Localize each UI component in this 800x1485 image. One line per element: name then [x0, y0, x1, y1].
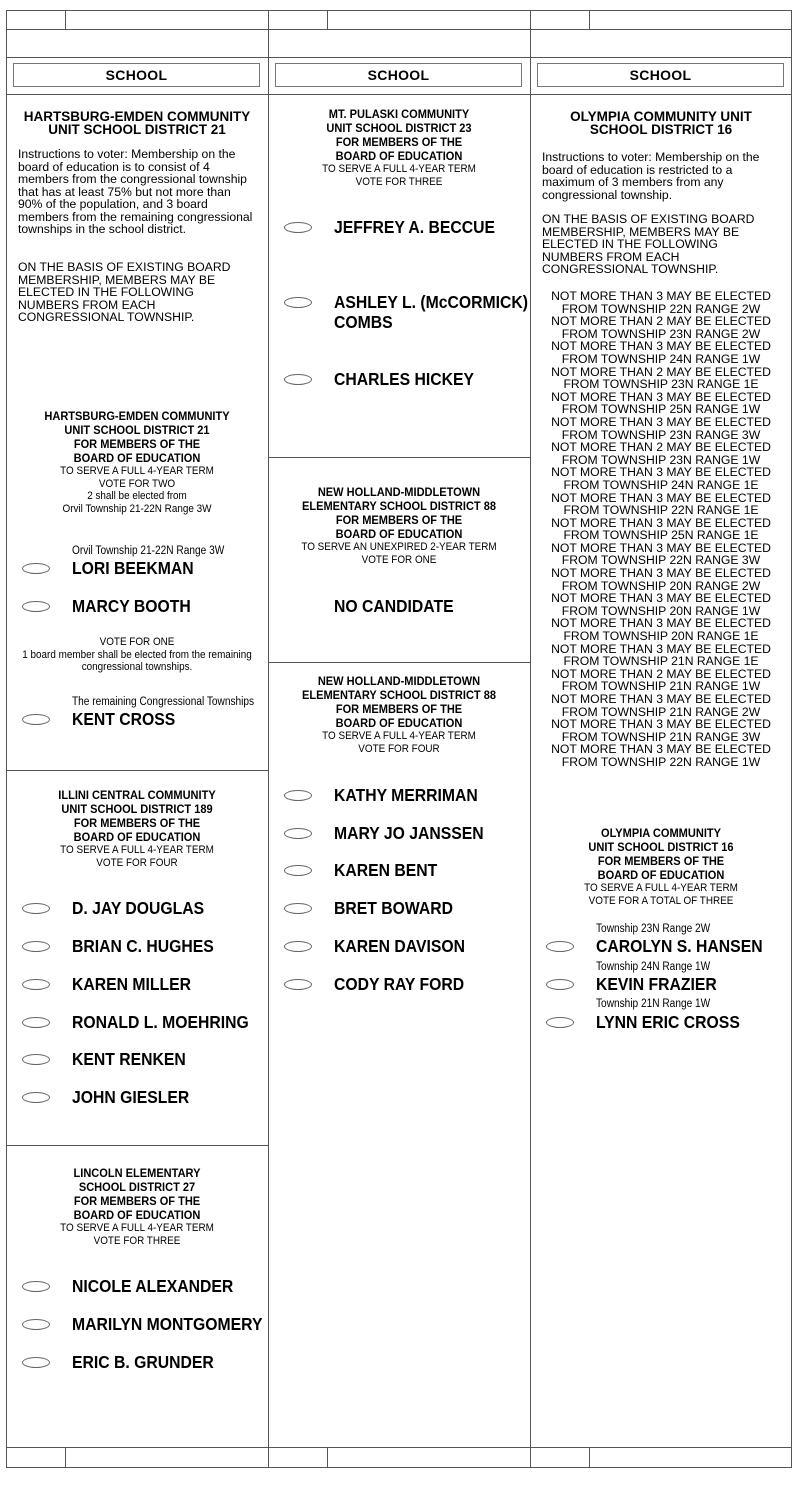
- column-header: SCHOOL: [537, 63, 784, 87]
- township-limit-line: FROM TOWNSHIP 22N RANGE 3W: [561, 553, 761, 568]
- township-label: Township 23N Range 2W: [596, 923, 711, 935]
- candidate-name: KENT CROSS: [72, 709, 176, 729]
- contest-instructions: TO SERVE A FULL 4-YEAR TERM VOTE FOR FOUR: [60, 844, 214, 869]
- basis-note: ON THE BASIS OF EXISTING BOARD MEMBERSHIP, MEMBERS MAY BE ELECTED IN THE FOLLOWING NUMBERS FROM EACH CONGRESSIONAL TOWNSHIP.: [18, 260, 231, 324]
- vote-oval[interactable]: [284, 374, 312, 385]
- divider: [65, 1447, 66, 1468]
- contest-title: NEW HOLLAND-MIDDLETOWN ELEMENTARY SCHOOL DISTRICT 88 FOR MEMBERS OF THE BOARD OF EDUCATION: [301, 674, 497, 730]
- candidate-name: LORI BEEKMAN: [72, 558, 194, 578]
- township-limit-line: FROM TOWNSHIP 22N RANGE 1W: [561, 754, 761, 769]
- township-limit-line: FROM TOWNSHIP 21N RANGE 2W: [561, 704, 761, 719]
- divider: [65, 10, 66, 29]
- township-limit-line: NOT MORE THAN 3 MAY BE ELECTED: [551, 540, 771, 555]
- candidate-name: KATHY MERRIMAN: [334, 785, 478, 805]
- no-candidate-label: NO CANDIDATE: [334, 596, 454, 616]
- township-label: Orvil Township 21-22N Range 3W: [72, 545, 225, 557]
- divider: [6, 57, 792, 58]
- candidate-name: KEVIN FRAZIER: [596, 974, 717, 994]
- contest-title: LINCOLN ELEMENTARY SCHOOL DISTRICT 27 FOR MEMBERS OF THE BOARD OF EDUCATION: [73, 1166, 201, 1222]
- candidate-name: BRET BOWARD: [334, 898, 453, 918]
- township-label: The remaining Congressional Townships: [72, 696, 255, 708]
- township-limit-line: FROM TOWNSHIP 20N RANGE 1E: [563, 629, 759, 644]
- vote-oval[interactable]: [22, 941, 50, 952]
- column-divider: [268, 10, 269, 1468]
- contest-title: OLYMPIA COMMUNITY UNIT SCHOOL DISTRICT 16 FOR MEMBERS OF THE BOARD OF EDUCATION: [588, 826, 734, 882]
- contest-separator: [6, 1145, 268, 1146]
- contest-title: MT. PULASKI COMMUNITY UNIT SCHOOL DISTRICT 23 FOR MEMBERS OF THE BOARD OF EDUCATION: [326, 107, 472, 163]
- candidate-name: CAROLYN S. HANSEN: [596, 936, 763, 956]
- township-limit-line: FROM TOWNSHIP 25N RANGE 1W: [561, 402, 761, 417]
- divider: [327, 10, 328, 29]
- vote-oval[interactable]: [284, 790, 312, 801]
- candidate-name: JEFFREY A. BECCUE: [334, 217, 496, 237]
- candidate-name-cont: COMBS: [334, 312, 393, 332]
- township-limit-line: FROM TOWNSHIP 21N RANGE 3W: [561, 729, 761, 744]
- candidate-name: KENT RENKEN: [72, 1049, 186, 1069]
- candidate-name: MARCY BOOTH: [72, 596, 191, 616]
- township-limit-line: FROM TOWNSHIP 20N RANGE 2W: [561, 578, 761, 593]
- candidate-name: RONALD L. MOEHRING: [72, 1012, 249, 1032]
- township-label: Township 24N Range 1W: [596, 961, 711, 973]
- column-header: SCHOOL: [275, 63, 522, 87]
- contest-instructions: TO SERVE A FULL 4-YEAR TERM VOTE FOR THREE: [322, 163, 476, 188]
- candidate-name: ASHLEY L. (McCORMICK): [334, 292, 528, 312]
- column-header: SCHOOL: [13, 63, 260, 87]
- vote-oval[interactable]: [22, 714, 50, 725]
- vote-oval[interactable]: [22, 601, 50, 612]
- vote-oval[interactable]: [22, 1319, 50, 1330]
- vote-oval[interactable]: [546, 979, 574, 990]
- vote-oval[interactable]: [284, 903, 312, 914]
- township-limit-line: NOT MORE THAN 3 MAY BE ELECTED: [551, 414, 771, 429]
- contest-title: HARTSBURG-EMDEN COMMUNITY UNIT SCHOOL DISTRICT 21 FOR MEMBERS OF THE BOARD OF EDUCATION: [44, 409, 230, 465]
- vote-oval[interactable]: [546, 941, 574, 952]
- vote-oval[interactable]: [284, 828, 312, 839]
- column-divider: [530, 10, 531, 1468]
- divider: [6, 94, 792, 95]
- township-limit-line: NOT MORE THAN 3 MAY BE ELECTED: [551, 465, 771, 480]
- township-limit-line: NOT MORE THAN 2 MAY BE ELECTED: [551, 314, 771, 329]
- vote-oval[interactable]: [284, 979, 312, 990]
- candidate-name: MARY JO JANSSEN: [334, 823, 484, 843]
- vote-oval[interactable]: [22, 563, 50, 574]
- township-limit-line: NOT MORE THAN 3 MAY BE ELECTED: [551, 339, 771, 354]
- contest-instructions: TO SERVE A FULL 4-YEAR TERM VOTE FOR TWO 2 shall be elected from Orvil Township 21-22N Range 3W: [60, 465, 214, 515]
- township-limit-line: FROM TOWNSHIP 20N RANGE 1W: [561, 603, 761, 618]
- candidate-name: CHARLES HICKEY: [334, 369, 475, 389]
- township-limit-line: NOT MORE THAN 2 MAY BE ELECTED: [551, 666, 771, 681]
- township-limit-line: NOT MORE THAN 3 MAY BE ELECTED: [551, 717, 771, 732]
- vote-oval[interactable]: [22, 979, 50, 990]
- township-limit-line: FROM TOWNSHIP 23N RANGE 3W: [561, 427, 761, 442]
- contest-title: NEW HOLLAND-MIDDLETOWN ELEMENTARY SCHOOL DISTRICT 88 FOR MEMBERS OF THE BOARD OF EDUCATION: [301, 485, 497, 541]
- vote-for-one-note: VOTE FOR ONE 1 board member shall be elected from the remaining congressional townships.: [22, 636, 252, 673]
- township-limit-line: FROM TOWNSHIP 22N RANGE 1E: [563, 503, 759, 518]
- township-limit-line: NOT MORE THAN 3 MAY BE ELECTED: [551, 566, 771, 581]
- candidate-name: KAREN DAVISON: [334, 936, 465, 956]
- candidate-name: CODY RAY FORD: [334, 974, 465, 994]
- vote-oval[interactable]: [22, 1092, 50, 1103]
- township-limit-line: FROM TOWNSHIP 23N RANGE 1E: [563, 377, 759, 392]
- vote-oval[interactable]: [284, 941, 312, 952]
- township-limit-line: FROM TOWNSHIP 22N RANGE 2W: [561, 301, 761, 316]
- vote-oval[interactable]: [546, 1017, 574, 1028]
- township-limit-line: NOT MORE THAN 3 MAY BE ELECTED: [551, 389, 771, 404]
- vote-oval[interactable]: [22, 1017, 50, 1028]
- divider: [589, 10, 590, 29]
- township-limit-line: NOT MORE THAN 3 MAY BE ELECTED: [551, 515, 771, 530]
- township-limit-line: FROM TOWNSHIP 21N RANGE 1E: [563, 654, 759, 669]
- vote-oval[interactable]: [284, 297, 312, 308]
- candidate-name: JOHN GIESLER: [72, 1087, 190, 1107]
- township-limit-line: NOT MORE THAN 3 MAY BE ELECTED: [551, 616, 771, 631]
- vote-oval[interactable]: [284, 222, 312, 233]
- vote-oval[interactable]: [284, 865, 312, 876]
- voter-instructions: Instructions to voter: Membership on the board of education is to consist of 4 members from the congressional township that has at least 75% but not more than 90% of the population, and 3 board members from the remaining congressional townships in the school district.: [18, 147, 253, 236]
- candidate-name: KAREN BENT: [334, 860, 438, 880]
- township-limit-line: FROM TOWNSHIP 23N RANGE 2W: [561, 326, 761, 341]
- vote-oval[interactable]: [22, 1357, 50, 1368]
- divider: [589, 1447, 590, 1468]
- candidate-name: ERIC B. GRUNDER: [72, 1352, 214, 1372]
- township-limit-line: FROM TOWNSHIP 23N RANGE 1W: [561, 452, 761, 467]
- vote-oval[interactable]: [22, 903, 50, 914]
- contest-separator: [268, 457, 530, 458]
- township-limit-line: NOT MORE THAN 3 MAY BE ELECTED: [551, 490, 771, 505]
- township-limit-line: NOT MORE THAN 3 MAY BE ELECTED: [551, 641, 771, 656]
- divider: [6, 1447, 792, 1448]
- township-limit-line: NOT MORE THAN 2 MAY BE ELECTED: [551, 440, 771, 455]
- district-info-title: HARTSBURG-EMDEN COMMUNITY UNIT SCHOOL DISTRICT 21: [23, 109, 251, 137]
- candidate-name: BRIAN C. HUGHES: [72, 936, 214, 956]
- basis-note: ON THE BASIS OF EXISTING BOARD MEMBERSHIP, MEMBERS MAY BE ELECTED IN THE FOLLOWING NUMBERS FROM EACH CONGRESSIONAL TOWNSHIP.: [542, 212, 755, 276]
- township-limit-line: NOT MORE THAN 2 MAY BE ELECTED: [551, 364, 771, 379]
- candidate-name: LYNN ERIC CROSS: [596, 1012, 740, 1032]
- township-limit-line: FROM TOWNSHIP 21N RANGE 1W: [561, 679, 761, 694]
- township-limit-line: NOT MORE THAN 3 MAY BE ELECTED: [551, 692, 771, 706]
- township-label: Township 21N Range 1W: [596, 998, 711, 1010]
- vote-oval[interactable]: [22, 1054, 50, 1065]
- divider: [6, 29, 792, 30]
- contest-instructions: TO SERVE A FULL 4-YEAR TERM VOTE FOR THREE: [60, 1222, 214, 1247]
- voter-instructions: Instructions to voter: Membership on the board of education is restricted to a maximum of 3 members from any congressional township.: [542, 150, 760, 202]
- township-limit-line: FROM TOWNSHIP 24N RANGE 1E: [563, 477, 759, 492]
- contest-instructions: TO SERVE AN UNEXPIRED 2-YEAR TERM VOTE FOR ONE: [301, 541, 497, 566]
- candidate-name: KAREN MILLER: [72, 974, 191, 994]
- contest-separator: [6, 770, 268, 771]
- contest-separator: [268, 662, 530, 663]
- district-info-title: OLYMPIA COMMUNITY UNIT SCHOOL DISTRICT 16: [570, 109, 752, 137]
- candidate-name: NICOLE ALEXANDER: [72, 1276, 234, 1296]
- contest-instructions: TO SERVE A FULL 4-YEAR TERM VOTE FOR FOUR: [322, 730, 476, 755]
- contest-instructions: TO SERVE A FULL 4-YEAR TERM VOTE FOR A TOTAL OF THREE: [584, 882, 738, 907]
- candidate-name: MARILYN MONTGOMERY: [72, 1314, 263, 1334]
- vote-oval[interactable]: [22, 1281, 50, 1292]
- township-limit-line: FROM TOWNSHIP 25N RANGE 1E: [563, 528, 759, 543]
- divider: [327, 1447, 328, 1468]
- contest-title: ILLINI CENTRAL COMMUNITY UNIT SCHOOL DISTRICT 189 FOR MEMBERS OF THE BOARD OF EDUCATION: [58, 788, 216, 844]
- candidate-name: D. JAY DOUGLAS: [72, 898, 205, 918]
- township-limit-line: NOT MORE THAN 3 MAY BE ELECTED: [551, 591, 771, 606]
- township-limits-list: [532, 290, 790, 769]
- township-limit-line: NOT MORE THAN 3 MAY BE ELECTED: [551, 289, 771, 303]
- township-limit-line: NOT MORE THAN 3 MAY BE ELECTED: [551, 742, 771, 757]
- township-limit-line: FROM TOWNSHIP 24N RANGE 1W: [561, 351, 761, 366]
